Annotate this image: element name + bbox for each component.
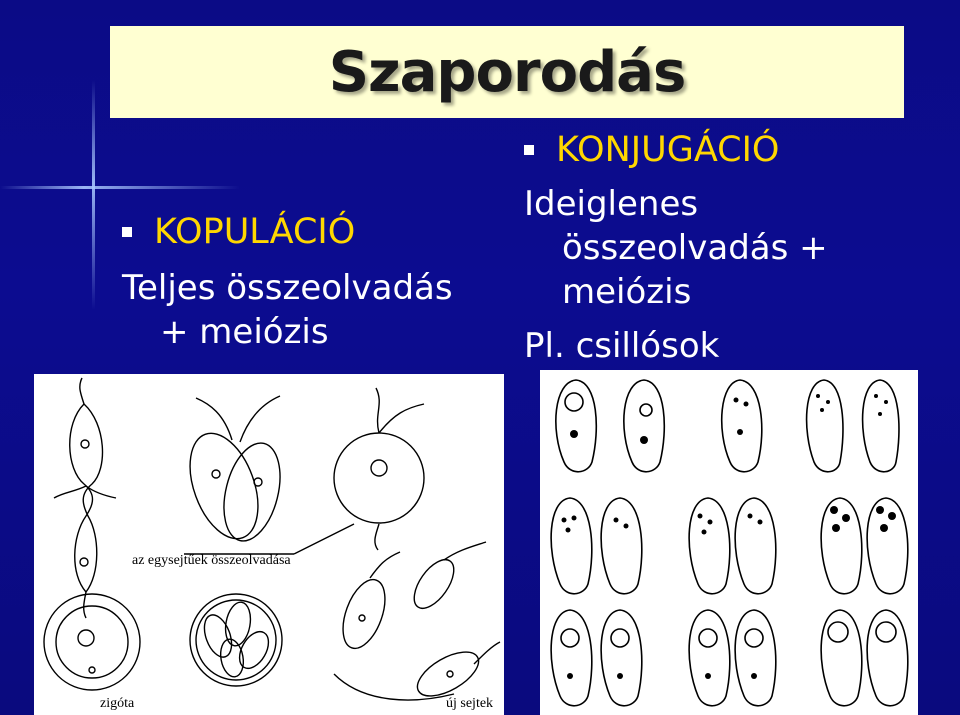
bullet-square-icon [524, 145, 534, 155]
bullet-square-icon [122, 227, 132, 237]
konjugacio-illustration [540, 370, 918, 715]
decor-glow-horizontal [0, 186, 240, 189]
caption-new-cells: új sejtek [446, 696, 494, 711]
heading-konjugacio: KONJUGÁCIÓ [556, 130, 780, 170]
decor-glow-vertical [92, 80, 95, 310]
konjugacio-line2: összeolvadás + [562, 228, 828, 268]
bullet-kopulacio [122, 212, 355, 252]
konjugacio-drawing [540, 370, 918, 715]
bullet-konjugacio [524, 130, 779, 170]
slide-title: Szaporodás [328, 39, 686, 105]
konjugacio-line4: Pl. csillósok [524, 326, 720, 366]
kopulacio-drawing [34, 374, 504, 715]
caption-zygote: zigóta [100, 696, 135, 711]
kopulacio-line1: Teljes összeolvadás [122, 268, 453, 308]
caption-fusion: az egysejtűek összeolvadása [132, 553, 291, 568]
kopulacio-illustration [34, 374, 504, 715]
konjugacio-line1: Ideiglenes [524, 184, 699, 224]
konjugacio-line3: meiózis [562, 272, 692, 312]
title-bar [110, 26, 904, 118]
heading-kopulacio: KOPULÁCIÓ [154, 212, 356, 252]
kopulacio-line2: + meiózis [160, 312, 329, 352]
